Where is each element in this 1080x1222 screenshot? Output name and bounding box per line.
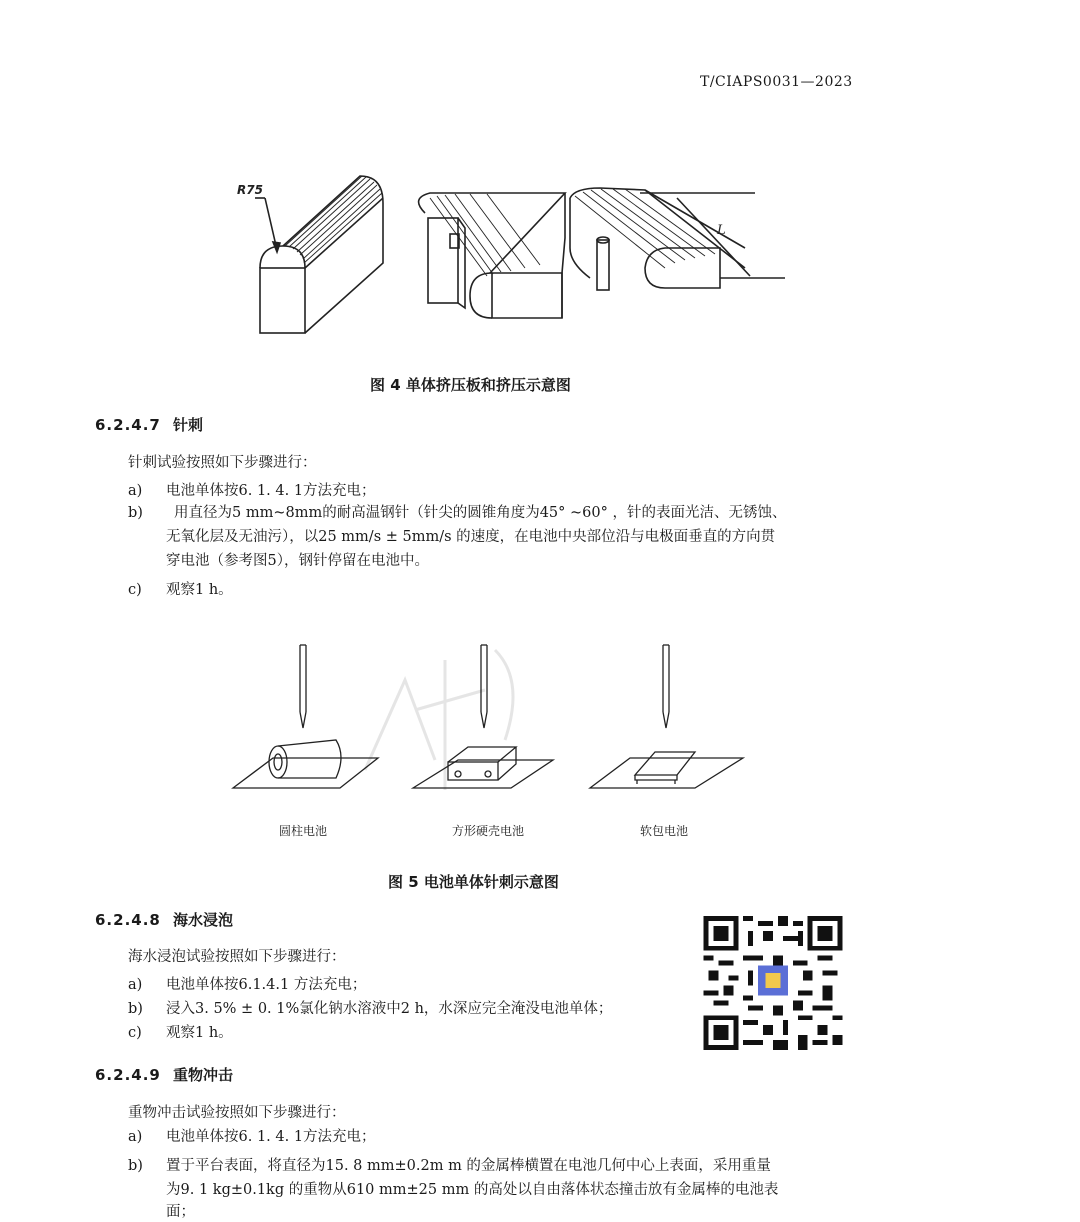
- section-6247-number: 6.2.4.7: [95, 416, 161, 434]
- section-6247-heading: [95, 414, 203, 435]
- item-c-label: c): [128, 1025, 142, 1041]
- item-a-label: a): [128, 977, 143, 993]
- fig5-label-prismatic: 方形硬壳电池: [452, 824, 525, 838]
- fig4-r75-label: R75: [237, 183, 263, 197]
- item-b-label: b): [128, 1158, 143, 1174]
- item-b-line1: 置于平台表面，将直径为15. 8 mm±0.2m m 的金属棒横置在电池几何中心上表面，采用重量: [166, 1158, 771, 1174]
- item-b-line2: 无氧化层及无油污），以25 mm/s ± 5mm/s 的速度，在电池中央部位沿与电极面垂直的方向贯: [166, 529, 776, 545]
- item-c-label: c): [128, 582, 142, 598]
- section-6247-intro: 针刺试验按照如下步骤进行：: [128, 455, 317, 471]
- figure-4-caption: 图 4 单体挤压板和挤压示意图: [370, 376, 571, 394]
- item-c-text: 观察1 h。: [166, 1025, 233, 1041]
- figure-4-illustration: [225, 168, 790, 343]
- section-6247-title: 针刺: [173, 416, 204, 434]
- qr-code-image: [703, 916, 843, 1050]
- item-b-line2: 为9. 1 kg±0.1kg 的重物从610 mm±25 mm 的高处以自由落体状态撞击放有金属棒的电池表: [166, 1182, 779, 1198]
- fig5-label-cylindrical: 圆柱电池: [279, 824, 328, 838]
- document-number: T/CIAPS0031—2023: [700, 74, 853, 90]
- item-c-text: 观察1 h。: [166, 582, 233, 598]
- section-6249-intro: 重物冲击试验按照如下步骤进行：: [128, 1105, 346, 1121]
- figure-5-caption: 图 5 电池单体针刺示意图: [388, 873, 559, 891]
- figure-5-pouch-illustration: [585, 640, 745, 800]
- item-b-label: b): [128, 1001, 143, 1017]
- fig4-l-label: L: [717, 223, 726, 238]
- section-6248-heading: [95, 909, 233, 930]
- item-a-text: 电池单体按6. 1. 4. 1方法充电；: [166, 1129, 376, 1145]
- section-6249-number: 6.2.4.9: [95, 1066, 161, 1084]
- item-b-line1: 用直径为5 mm~8mm的耐高温钢针（针尖的圆锥角度为45° ~60° ，针的表面光洁、无锈蚀、: [174, 505, 787, 521]
- section-6249-heading: [95, 1064, 233, 1085]
- section-6248-title: 海水浸泡: [173, 911, 234, 929]
- item-a-label: a): [128, 1129, 143, 1145]
- item-b-text: 浸入3. 5% ± 0. 1%氯化钠水溶液中2 h，水深应完全淹没电池单体；: [166, 1001, 613, 1017]
- figure-5-illustration: [228, 640, 558, 800]
- fig5-label-pouch: 软包电池: [640, 824, 689, 838]
- section-6249-title: 重物冲击: [173, 1066, 234, 1084]
- item-b-line3: 面；: [166, 1204, 195, 1220]
- item-a-text: 电池单体按6. 1. 4. 1方法充电；: [166, 483, 376, 499]
- item-b-line3: 穿电池（参考图5），钢针停留在电池中。: [166, 553, 429, 569]
- item-a-text: 电池单体按6.1.4.1 方法充电；: [166, 977, 367, 993]
- section-6248-intro: 海水浸泡试验按照如下步骤进行：: [128, 949, 346, 965]
- section-6248-number: 6.2.4.8: [95, 911, 161, 929]
- item-a-label: a): [128, 483, 143, 499]
- item-b-label: b): [128, 505, 143, 521]
